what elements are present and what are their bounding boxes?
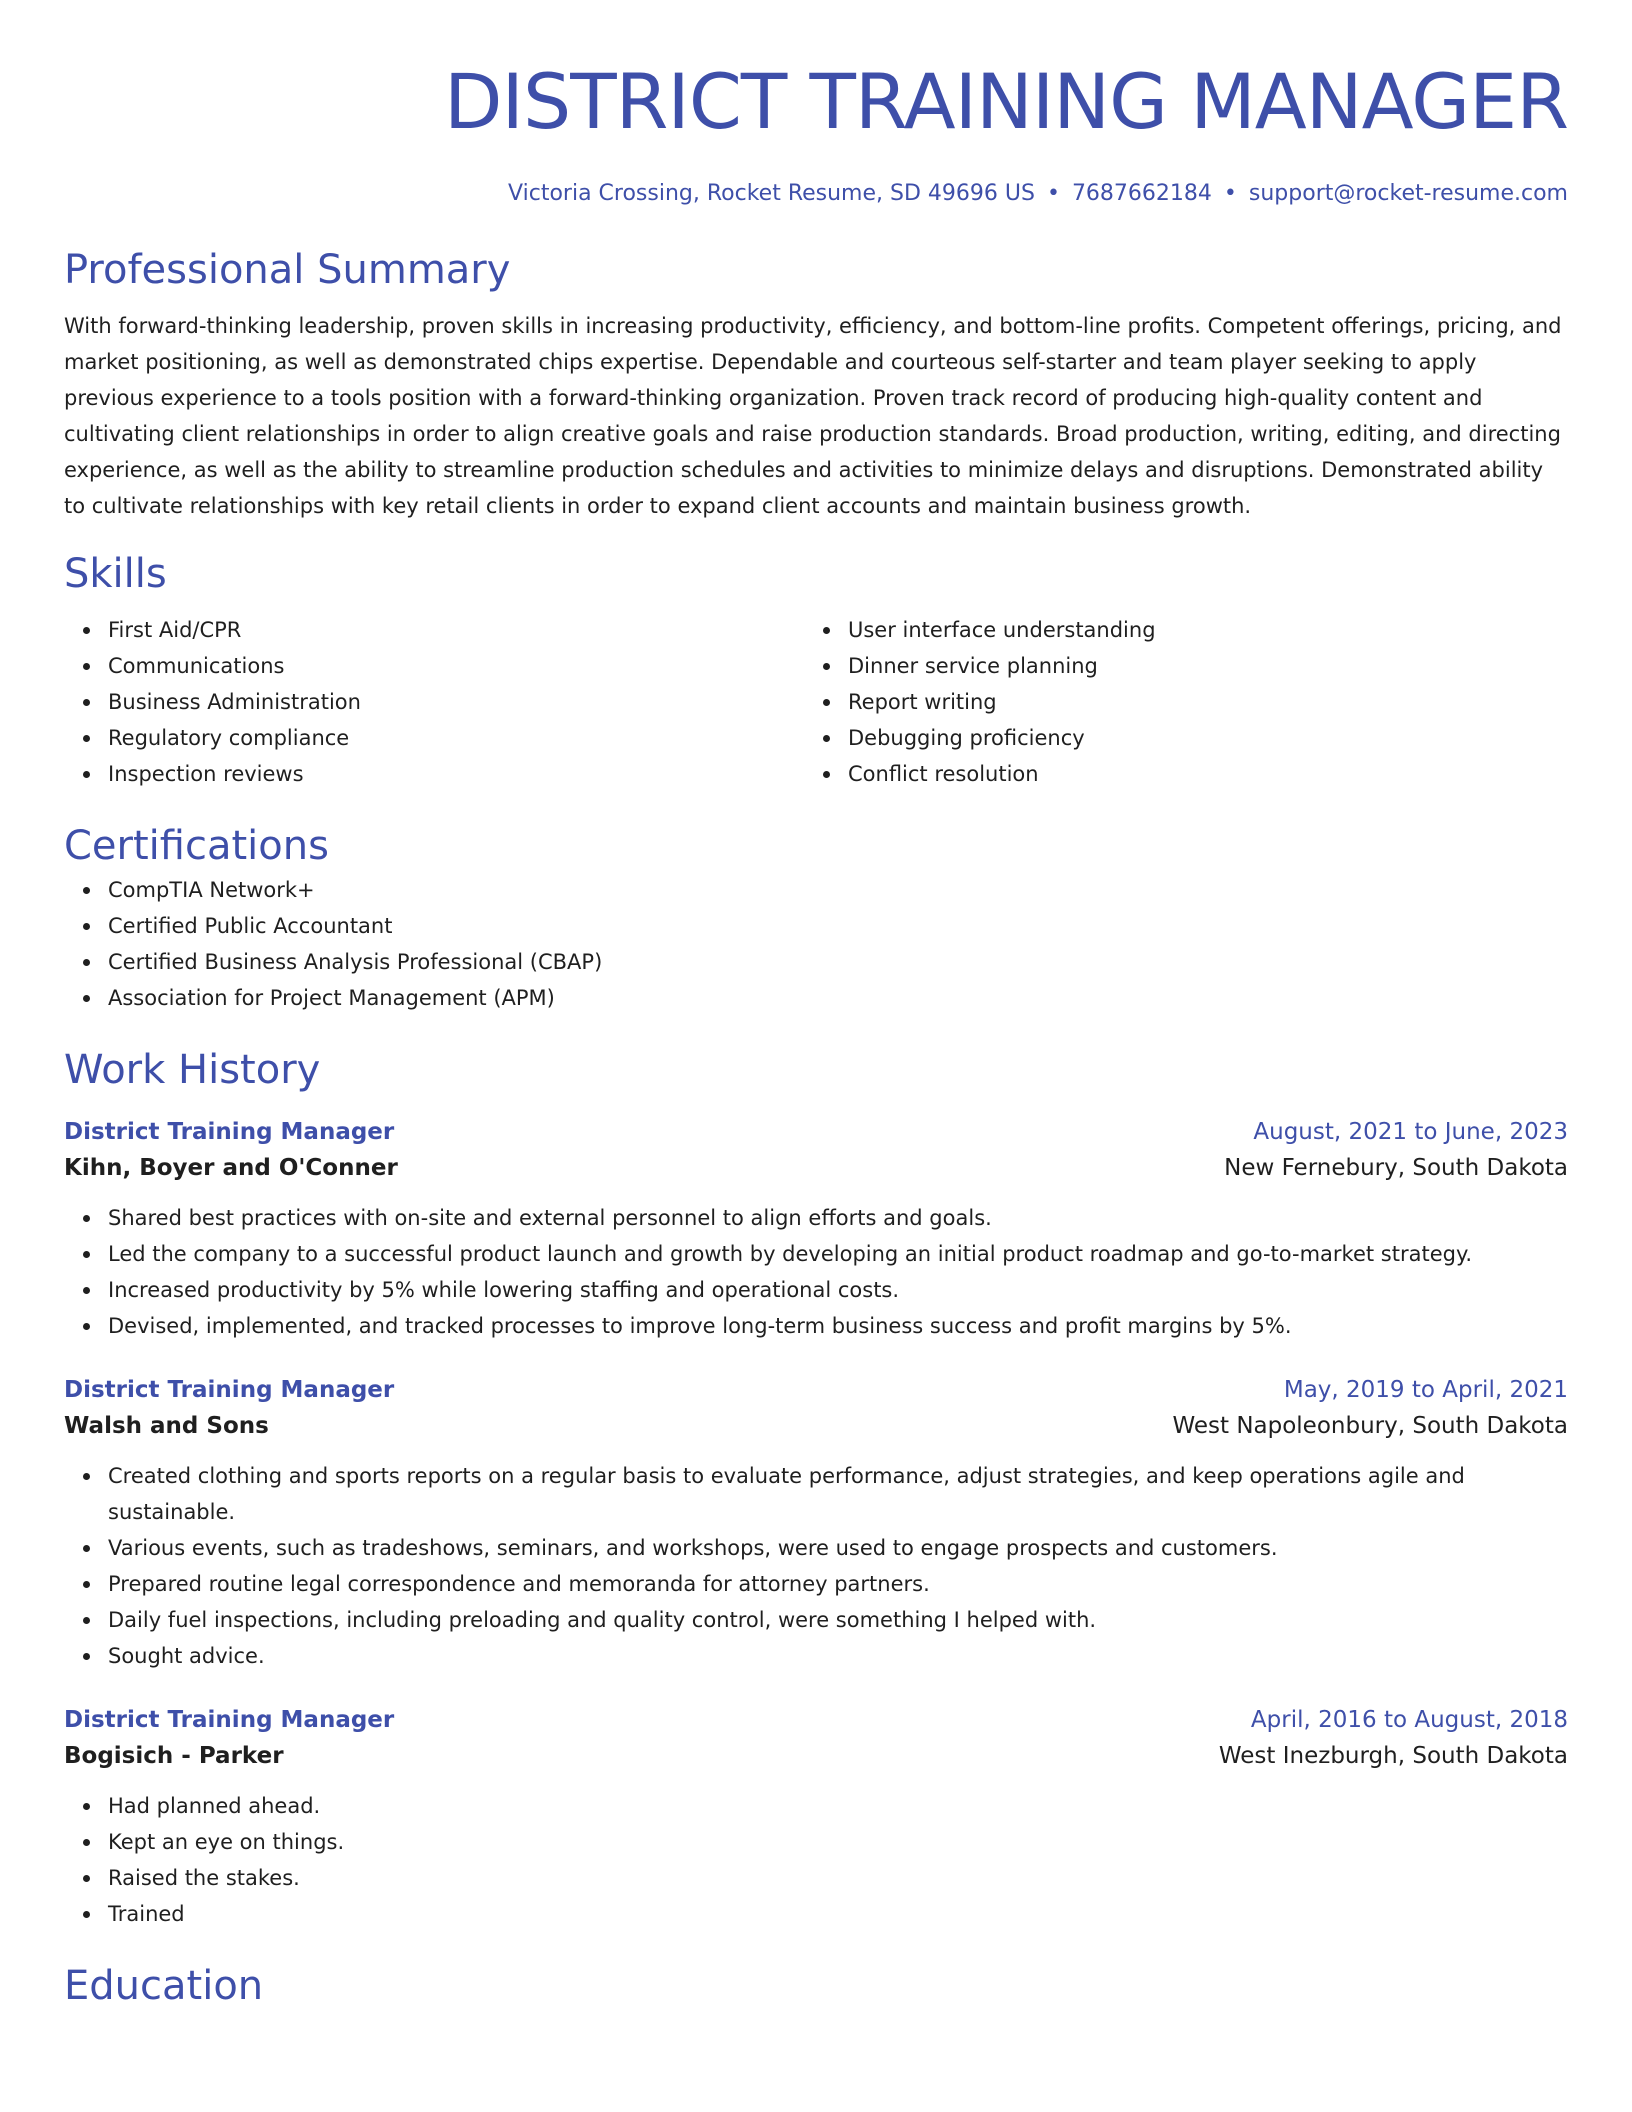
job-bullet: Various events, such as tradeshows, seminars, and workshops, were used to engage prospects and customers. [108,1530,1568,1566]
certification-item: CompTIA Network+ [108,872,1568,908]
certification-item: Certified Business Analysis Professional (CBAP) [108,944,1568,980]
resume-name: DISTRICT TRAINING MANAGER [444,57,1568,146]
job-company-row [64,1738,1568,1774]
skills-list-left [64,612,804,792]
summary-text: With forward-thinking leadership, proven skills in increasing productivity, efficiency, and bottom-line profits. Competent offerings, pricing, and market positioning, as well as demonstrated chips expertise. Dependable and courteous self-starter and team player seeking to apply previous experience to a tools position with a forward-thinking organization. Proven track record of producing high-quality content and cultivating client relationships in order to align creative goals and raise production standards. Broad production, writing, editing, and directing experience, as well as the ability to streamline production schedules and activities to minimize delays and disruptions. Demonstrated ability to cultivate relationships with key retail clients in order to expand client accounts and maintain business growth. [64,314,1562,518]
skill-item: Report writing [848,684,1544,720]
job-location: West Inezburgh, South Dakota [1218,1743,1568,1769]
job-company: Kihn, Boyer and O'Conner [64,1155,398,1181]
job-entry [64,1702,1568,1932]
job-entry [64,1114,1568,1344]
contact-separator: • [1046,181,1060,206]
skill-item: Dinner service planning [848,648,1544,684]
skills-column-right [804,612,1544,792]
job-dates: April, 2016 to August, 2018 [1250,1707,1568,1733]
contact-line [64,178,1568,210]
job-bullet: Kept an eye on things. [108,1824,1568,1860]
job-bullet: Trained [108,1896,1568,1932]
skill-item: Regulatory compliance [108,720,804,756]
skills-grid [64,612,1568,792]
contact-email: support@rocket-resume.com [1248,181,1568,206]
certifications-heading: Certifications [64,823,329,869]
job-location: New Fernebury, South Dakota [1224,1155,1568,1181]
resume-header [64,0,1568,210]
job-bullet: Led the company to a successful product launch and growth by developing an initial product roadmap and go-to-market strategy. [108,1236,1568,1272]
job-dates: May, 2019 to April, 2021 [1283,1377,1568,1403]
skill-item: User interface understanding [848,612,1544,648]
job-bullet: Had planned ahead. [108,1788,1568,1824]
job-bullets [64,1200,1568,1344]
job-dates: August, 2021 to June, 2023 [1253,1119,1568,1145]
skill-item: First Aid/CPR [108,612,804,648]
job-bullet: Shared best practices with on-site and external personnel to align efforts and goals. [108,1200,1568,1236]
job-location: West Napoleonbury, South Dakota [1172,1413,1568,1439]
job-bullet: Raised the stakes. [108,1860,1568,1896]
contact-phone: 7687662184 [1071,181,1212,206]
job-company-row [64,1408,1568,1444]
job-title-row [64,1702,1568,1738]
job-title: District Training Manager [64,1707,395,1733]
contact-address: Victoria Crossing, Rocket Resume, SD 49696 US [508,181,1035,206]
certification-item: Certified Public Accountant [108,908,1568,944]
job-bullet: Daily fuel inspections, including preloading and quality control, were something I helped with. [108,1602,1568,1638]
job-company: Walsh and Sons [64,1413,269,1439]
skill-item: Business Administration [108,684,804,720]
job-company: Bogisich - Parker [64,1743,284,1769]
skill-item: Communications [108,648,804,684]
skills-list-right [804,612,1544,792]
work-history-heading: Work History [64,1047,321,1093]
job-title-row [64,1372,1568,1408]
job-bullet: Devised, implemented, and tracked processes to improve long-term business success and profit margins by 5%. [108,1308,1568,1344]
job-title: District Training Manager [64,1119,395,1145]
job-company-row [64,1150,1568,1186]
job-bullets [64,1788,1568,1932]
certification-item: Association for Project Management (APM) [108,980,1568,1016]
certifications-list [64,872,1568,1016]
summary-heading: Professional Summary [64,247,511,293]
skills-heading: Skills [64,551,167,597]
job-bullet: Sought advice. [108,1638,1568,1674]
job-title: District Training Manager [64,1377,395,1403]
contact-separator: • [1223,181,1237,206]
job-bullet: Increased productivity by 5% while lowering staffing and operational costs. [108,1272,1568,1308]
skill-item: Inspection reviews [108,756,804,792]
job-bullet: Created clothing and sports reports on a regular basis to evaluate performance, adjust strategies, and keep operations agile and sustainable. [108,1458,1568,1530]
job-entry [64,1372,1568,1674]
skills-column-left [64,612,804,792]
job-title-row [64,1114,1568,1150]
education-heading: Education [64,1963,264,2009]
skill-item: Debugging proficiency [848,720,1544,756]
job-bullets [64,1458,1568,1674]
job-bullet: Prepared routine legal correspondence and memoranda for attorney partners. [108,1566,1568,1602]
skill-item: Conflict resolution [848,756,1544,792]
